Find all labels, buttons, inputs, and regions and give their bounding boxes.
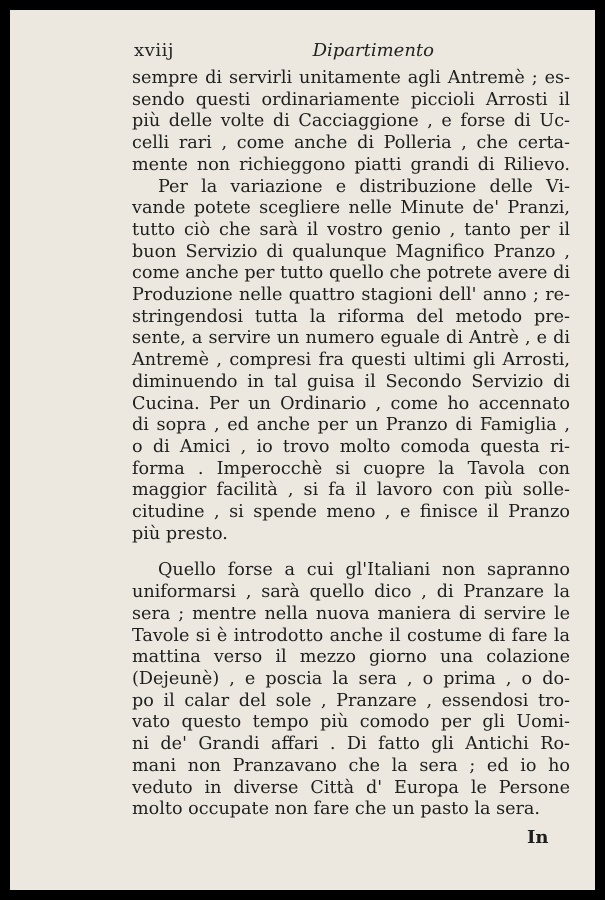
text-line: Cucina. Per un Ordinario , come ho accennato: [132, 393, 570, 414]
text-line: mani non Pranzavano che la sera ; ed io ho: [132, 755, 570, 776]
text-line: molto occupate non fare che un pasto la sera.: [132, 799, 540, 820]
text-line: tutto ciò che sarà il vostro genio , tanto per il: [132, 219, 570, 240]
text-line: po il calar del sole , Pranzare , essendosi tro-: [132, 690, 570, 711]
text-line: (Dejeunè) , e poscia la sera , o prima , o do-: [132, 668, 570, 689]
body-text: [132, 68, 570, 821]
paragraph-2: [132, 177, 570, 546]
text-line: di sopra , ed anche per un Pranzo di Famiglia ,: [132, 415, 570, 436]
paragraph-1: [132, 68, 570, 177]
text-line: vande potete scegliere nelle Minute de' Pranzi,: [132, 198, 570, 219]
text-line: mente non richieggono piatti grandi di Rilievo.: [132, 154, 570, 175]
text-line: diminuendo in tal guisa il Secondo Servizio di: [132, 371, 570, 392]
text-line: celli rari , come anche di Polleria , che certa-: [132, 133, 570, 154]
running-title: Dipartimento: [312, 40, 434, 61]
catchword: In: [527, 827, 549, 848]
text-line: Per la variazione e distribuzione delle Vi-: [158, 176, 570, 197]
page-header: [134, 40, 434, 61]
text-line: come anche per tutto quello che potrete avere di: [132, 263, 570, 284]
text-line: Quello forse a cui gl'Italiani non sapranno: [158, 560, 570, 581]
text-line: o di Amici , io trovo molto comoda questa ri-: [132, 436, 570, 457]
text-line: forma . Imperocchè si cuopre la Tavola con: [132, 458, 570, 479]
text-line: sera ; mentre nella nuova maniera di servire le: [132, 603, 570, 624]
text-line: sente, a servire un numero eguale di Antrè , e di: [132, 328, 570, 349]
text-line: Tavole si è introdotto anche il costume di fare la: [132, 625, 570, 646]
text-line: vato questo tempo più comodo per gli Uomi-: [132, 712, 570, 733]
text-line: uniformarsi , sarà quello dico , di Pranzare la: [132, 582, 570, 603]
text-line: più delle volte di Cacciaggione , e forse di Uc-: [132, 111, 570, 132]
book-page: [10, 10, 595, 890]
text-line: Antremè , compresi fra questi ultimi gli Arrosti,: [132, 350, 570, 371]
text-line: Produzione nelle quattro stagioni dell' anno ; re-: [132, 285, 570, 306]
text-line: buon Servizio di qualunque Magnifico Pranzo ,: [132, 241, 570, 262]
text-line: maggior facilità , si fa il lavoro con più solle-: [132, 480, 570, 501]
text-line: sempre di servirli unitamente agli Antremè ; es-: [132, 68, 570, 88]
text-line: mattina verso il mezzo giorno una colazione: [132, 647, 570, 668]
text-line: veduto in diverse Città d' Europa le Persone: [132, 777, 570, 798]
paragraph-3: [132, 560, 570, 820]
text-line: più presto.: [132, 523, 228, 544]
text-line: sendo questi ordinariamente piccioli Arrosti il: [132, 89, 570, 110]
text-line: ni de' Grandi affari . Di fatto gli Antichi Ro-: [132, 734, 570, 755]
text-line: stringendosi tutta la riforma del metodo pre-: [132, 306, 570, 327]
text-line: citudine , si spende meno , e finisce il Pranzo: [132, 502, 570, 523]
page-number: xviij: [134, 40, 174, 61]
